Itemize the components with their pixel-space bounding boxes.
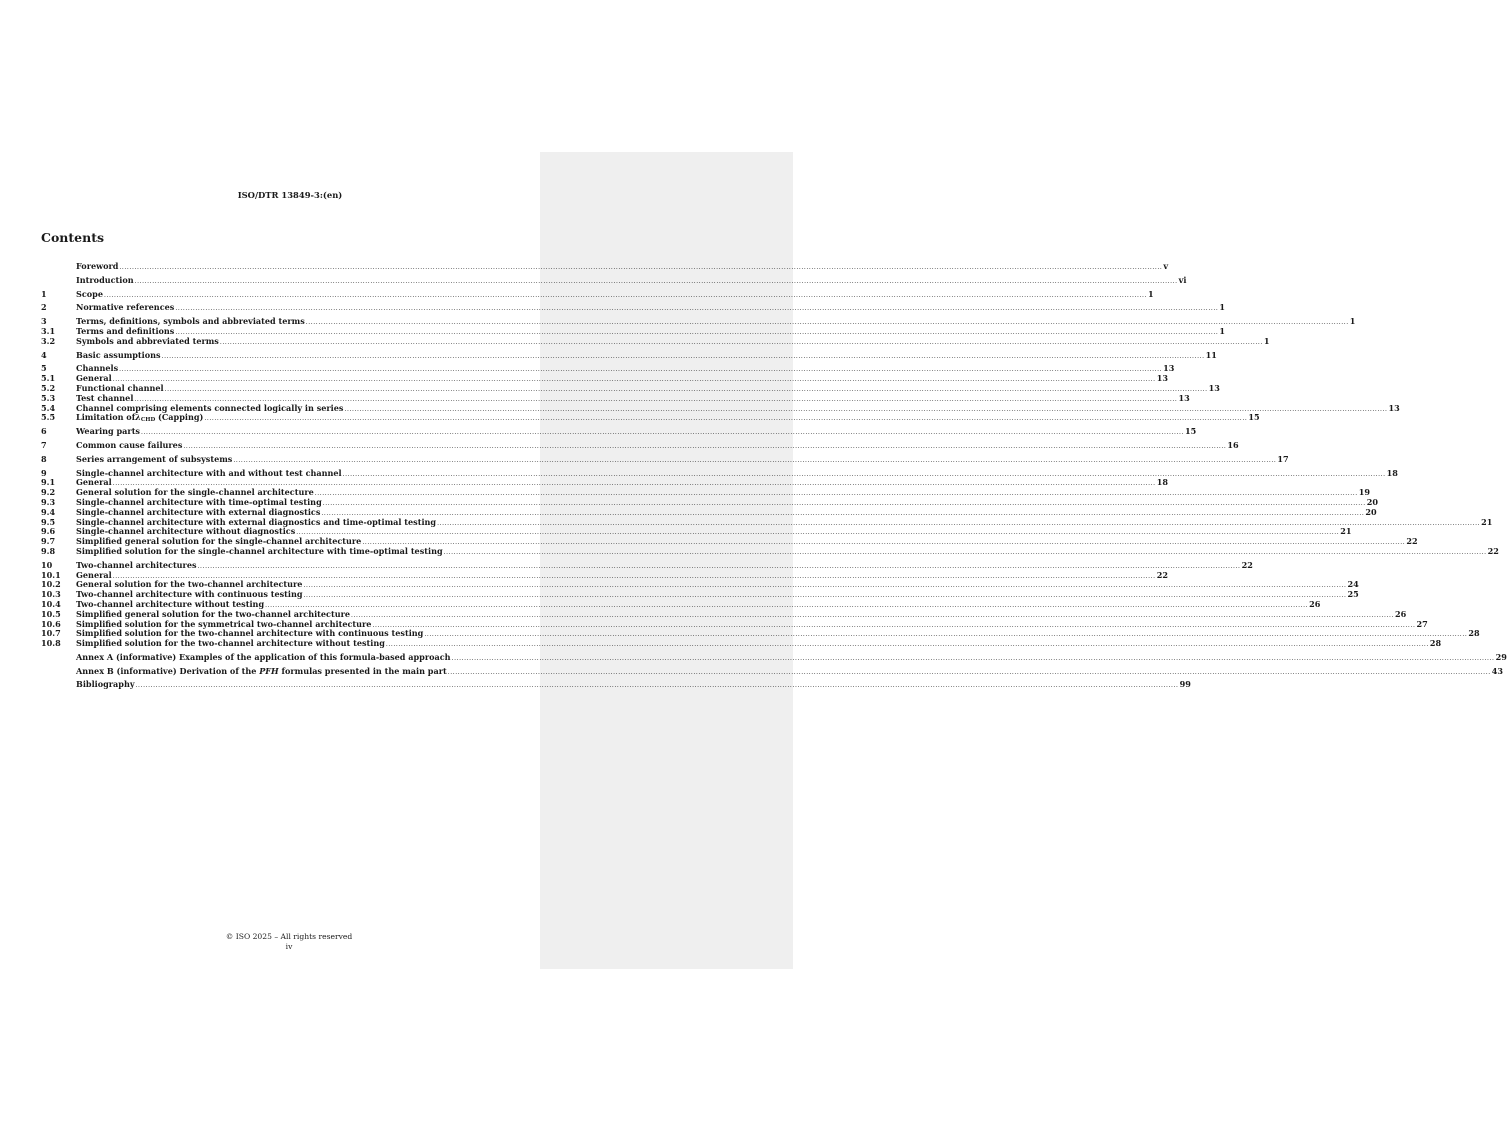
toc-entry-page-number: v — [1163, 261, 1169, 271]
toc-entry[interactable] — [41, 638, 1442, 649]
toc-group — [41, 453, 1289, 465]
dot-leader — [343, 470, 1386, 480]
toc-entry-page-number: 43 — [1491, 665, 1503, 676]
dot-leader — [351, 611, 1394, 621]
toc-entry-title — [76, 303, 174, 313]
dot-leader — [204, 414, 1247, 424]
toc-entry-italic-symbol: λ — [135, 412, 141, 423]
toc-entry-number: 3 — [41, 316, 47, 327]
copyright-notice: © ISO 2025 – All rights reserved — [225, 932, 353, 941]
dot-leader — [386, 640, 1429, 650]
toc-entry-title — [76, 653, 451, 663]
toc-entry-page-number: vi — [1178, 274, 1187, 285]
toc-entry-number: 2 — [41, 302, 47, 313]
toc-entry-title-text: Annex B (informative) Derivation of the — [76, 665, 260, 676]
toc-entry-title-text: Single-channel architecture with external diagnostics and time-optimal testing — [76, 516, 437, 527]
toc-entry-number: 10.7 — [41, 628, 61, 639]
toc-entry-page-number: 26 — [1309, 598, 1321, 609]
toc-entry[interactable] — [41, 679, 1191, 690]
toc-entry-number: 10.3 — [41, 589, 61, 600]
toc-entry[interactable] — [41, 439, 1239, 451]
toc-entry-page-number: 21 — [1481, 516, 1493, 527]
dot-leader — [183, 442, 1226, 452]
toc-entry-title-text: formulas presented in the main part — [278, 665, 447, 676]
toc-entry-title-text: Simplified general solution for the single-channel architecture — [76, 536, 362, 547]
toc-group — [41, 559, 1480, 649]
toc-entry-title — [76, 276, 134, 286]
toc-group — [41, 651, 1507, 663]
dot-leader — [265, 601, 1308, 611]
toc-entry-title-text: (Capping) — [155, 412, 204, 423]
toc-entry-title-text: Common cause failures — [76, 439, 183, 450]
toc-entry-number: 9.5 — [41, 516, 56, 527]
toc-entry-title-text: General solution for the single-channel architecture — [76, 487, 314, 498]
toc-entry-number: 1 — [41, 288, 47, 299]
toc-entry-page-number: 28 — [1429, 638, 1442, 649]
toc-entry-number: 10.5 — [41, 608, 61, 619]
toc-entry-page-number: 13 — [1163, 363, 1175, 374]
toc-entry-number: 10 — [41, 559, 53, 570]
dot-leader — [321, 509, 1364, 519]
toc-entry-page-number: 13 — [1208, 382, 1220, 393]
toc-entry-title-text: Test channel — [76, 392, 134, 403]
page-footer — [0, 932, 578, 952]
toc-entry-title-text: Simplified solution for the two-channel architecture with continuous testing — [76, 628, 424, 639]
toc-entry-subscript: CHD — [140, 417, 156, 424]
toc-entry-title-text: Foreword — [76, 261, 119, 271]
toc-entry-page-number: 1 — [1349, 316, 1356, 327]
toc-entry-page-number: 11 — [1205, 349, 1217, 360]
toc-entry-page-number: 1 — [1219, 302, 1225, 313]
toc-entry-title-text: Simplified solution for the symmetrical two-channel architecture — [76, 618, 372, 629]
toc-entry-page-number: 24 — [1347, 579, 1359, 590]
dot-leader — [306, 318, 1349, 328]
dot-leader — [135, 277, 1178, 287]
dot-leader — [424, 630, 1467, 640]
toc-entry-title — [76, 413, 203, 426]
dot-leader — [448, 668, 1491, 678]
toc-entry[interactable] — [41, 426, 1197, 437]
toc-entry-page-number: 20 — [1365, 506, 1377, 517]
dot-leader — [119, 365, 1162, 375]
toc-entry-page-number: 29 — [1495, 651, 1507, 662]
toc-entry[interactable] — [41, 665, 1503, 677]
dot-leader — [303, 581, 1346, 591]
toc-entry-number: 9.3 — [41, 496, 56, 507]
toc-entry-title-text: Basic assumptions — [76, 349, 161, 360]
toc-entry-number: 4 — [41, 349, 47, 360]
dot-leader — [323, 499, 1366, 509]
dot-leader — [452, 654, 1495, 664]
dot-leader — [437, 519, 1480, 529]
dot-leader — [113, 375, 1156, 385]
toc-entry[interactable] — [41, 412, 1260, 424]
toc-entry-title-text: Two-channel architecture without testing — [76, 598, 265, 609]
toc-entry-number: 9.6 — [41, 526, 56, 537]
toc-entry[interactable] — [41, 651, 1507, 663]
toc-entry-title — [76, 427, 140, 437]
toc-group — [41, 349, 1217, 361]
toc-entry-number: 5.1 — [41, 373, 56, 384]
toc-entry-page-number: 25 — [1347, 589, 1359, 600]
toc-entry-number: 9 — [41, 467, 47, 478]
toc-entry-title-text: Simplified solution for the two-channel architecture without testing — [76, 638, 385, 649]
toc-group — [41, 316, 1356, 346]
toc-entry-number: 10.2 — [41, 579, 61, 590]
toc-entry-number: 9.8 — [41, 545, 56, 556]
toc-entry-number: 3.1 — [41, 325, 56, 336]
toc-entry[interactable] — [41, 274, 1187, 286]
toc-entry-title-text: Simplified general solution for the two-channel architecture — [76, 608, 351, 619]
toc-entry-page-number: 17 — [1277, 453, 1289, 464]
toc-entry[interactable] — [41, 349, 1217, 361]
toc-entry-number: 5.5 — [41, 412, 56, 423]
toc-entry-title — [76, 262, 118, 272]
dot-leader — [198, 562, 1241, 572]
dot-leader — [165, 385, 1208, 395]
dot-leader — [104, 291, 1147, 301]
toc-entry-number: 9.7 — [41, 536, 56, 547]
toc-entry-title — [76, 469, 342, 479]
toc-entry-title-text: General — [76, 569, 112, 580]
toc-entry-title-text: Channels — [76, 363, 119, 374]
toc-entry-page-number: 15 — [1185, 426, 1197, 437]
toc-entry-title-text: Terms, definitions, symbols and abbreviated terms — [76, 316, 305, 327]
toc-entry-page-number: 13 — [1388, 402, 1400, 413]
toc-entry-title-text: Single-channel architecture without diagnostics — [76, 526, 296, 537]
toc-entry-page-number: 22 — [1156, 569, 1168, 580]
toc-entry-page-number: 21 — [1340, 526, 1352, 537]
toc-entry[interactable] — [41, 453, 1289, 465]
toc-entry-number: 10.1 — [41, 569, 61, 580]
toc-entry-page-number: 13 — [1178, 392, 1190, 403]
toc-group — [41, 665, 1503, 677]
toc-entry-title-text: Simplified solution for the single-channel architecture with time-optimal testing — [76, 545, 443, 556]
toc-entry-number: 6 — [41, 426, 47, 437]
dot-leader — [141, 428, 1184, 438]
toc-entry-title — [76, 455, 232, 465]
toc-entry-title-text: Bibliography — [76, 679, 135, 690]
toc-group — [41, 467, 1499, 557]
toc-group — [41, 679, 1191, 690]
toc-group — [41, 274, 1187, 286]
document-id-header: ISO/DTR 13849-3:(en) — [237, 190, 343, 200]
toc-entry-page-number: 99 — [1179, 679, 1191, 690]
toc-entry-title-text: Single-channel architecture with external diagnostics — [76, 506, 321, 517]
toc-entry-title-text: Two-channel architecture with continuous testing — [76, 589, 303, 600]
toc-entry-title-text: Limitation of — [76, 412, 136, 423]
dot-leader — [175, 304, 1218, 314]
dot-leader — [220, 338, 1263, 348]
toc-group — [41, 261, 1169, 272]
dot-leader — [362, 538, 1405, 548]
toc-entry-page-number: 20 — [1366, 496, 1379, 507]
toc-entry-page-number: 16 — [1227, 439, 1239, 450]
toc-entry-title-text: Symbols and abbreviated terms — [76, 335, 219, 346]
toc-entry-title-text: Terms and definitions — [76, 325, 175, 336]
toc-entry-number: 10.6 — [41, 618, 61, 629]
toc-entry-title-text: Channel comprising elements connected logically in series — [76, 402, 344, 413]
toc-entry-page-number: 18 — [1156, 477, 1168, 488]
toc-entry-page-number: 15 — [1248, 412, 1260, 423]
toc-entry-number: 8 — [41, 453, 47, 464]
toc-entry-number: 5.4 — [41, 402, 56, 413]
dot-leader — [315, 489, 1358, 499]
dot-leader — [344, 405, 1387, 415]
dot-leader — [296, 528, 1339, 538]
contents-heading: Contents — [41, 230, 105, 245]
dot-leader — [162, 352, 1205, 362]
toc-entry-number: 9.2 — [41, 487, 56, 498]
toc-entry-page-number: 19 — [1358, 487, 1371, 498]
dot-leader — [444, 548, 1487, 558]
toc-entry-page-number: 13 — [1156, 373, 1168, 384]
toc-entry-title-text: Functional channel — [76, 382, 164, 393]
toc-entry-number: 5.2 — [41, 382, 56, 393]
toc-entry-page-number: 1 — [1263, 335, 1270, 346]
toc-entry-title — [76, 351, 161, 361]
toc-entry-title-text: Single-channel architecture with time-optimal testing — [76, 496, 322, 507]
toc-entry[interactable] — [41, 261, 1169, 272]
toc-entry-number: 7 — [41, 439, 47, 450]
toc-group — [41, 302, 1225, 313]
dot-leader — [119, 263, 1162, 273]
toc-entry-title-text: Annex A (informative) Examples of the application of this formula-based approach — [76, 651, 451, 662]
toc-entry-title-text: Scope — [76, 288, 103, 299]
toc-group — [41, 288, 1154, 300]
toc-entry-title — [76, 290, 103, 300]
toc-group — [41, 426, 1197, 437]
toc-entry-number: 10.8 — [41, 638, 61, 649]
comment-pane — [540, 152, 793, 969]
toc-entry-number: 5.3 — [41, 392, 56, 403]
toc-entry[interactable] — [41, 363, 1175, 374]
toc-entry-number: 3.2 — [41, 335, 56, 346]
toc-entry-page-number: 22 — [1406, 536, 1418, 547]
toc-entry-italic-symbol: PFH — [259, 665, 279, 676]
toc-entry-page-number: 1 — [1219, 325, 1226, 336]
toc-entry-title — [76, 441, 182, 451]
toc-entry-page-number: 28 — [1468, 628, 1480, 639]
dot-leader — [304, 591, 1347, 601]
toc-entry-number: 10.4 — [41, 598, 61, 609]
toc-entry-title-text: Normative references — [76, 302, 175, 313]
toc-entry-number: 5 — [41, 363, 47, 374]
table-of-contents — [41, 261, 1507, 694]
toc-entry-title-text: General — [76, 477, 112, 488]
toc-entry[interactable] — [41, 467, 1398, 479]
page-number: iv — [285, 942, 293, 951]
toc-group — [41, 439, 1239, 451]
toc-entry-title — [76, 680, 135, 690]
toc-entry-number: 9.4 — [41, 506, 56, 517]
toc-entry-page-number: 18 — [1386, 467, 1398, 478]
toc-entry-title-text: General solution for the two-channel architecture — [76, 579, 303, 590]
toc-entry-title — [76, 547, 443, 557]
toc-entry-page-number: 22 — [1487, 545, 1499, 556]
toc-entry-title — [76, 667, 447, 677]
toc-entry-title-text: Introduction — [76, 274, 134, 285]
toc-entry[interactable] — [41, 335, 1270, 347]
toc-entry-page-number: 26 — [1395, 608, 1407, 619]
dot-leader — [233, 456, 1276, 466]
toc-entry-title — [76, 337, 219, 347]
toc-entry[interactable] — [41, 559, 1253, 571]
toc-entry-page-number: 27 — [1416, 618, 1428, 629]
toc-entry-title-text: Series arrangement of subsystems — [76, 453, 233, 464]
toc-entry[interactable] — [41, 545, 1499, 557]
toc-entry-number: 9.1 — [41, 477, 56, 488]
toc-entry-page-number: 1 — [1148, 288, 1154, 299]
dot-leader — [372, 621, 1415, 631]
toc-group — [41, 363, 1400, 424]
toc-entry-title-text: General — [76, 373, 112, 384]
toc-entry-title-text: Single-channel architecture with and without test channel — [76, 467, 342, 478]
toc-entry-title-text: Wearing parts — [76, 426, 140, 437]
toc-entry[interactable] — [41, 288, 1154, 300]
dot-leader — [175, 328, 1218, 338]
dot-leader — [136, 681, 1179, 691]
toc-entry-title — [76, 639, 385, 649]
toc-entry-page-number: 22 — [1241, 559, 1253, 570]
toc-entry-title-text: Two-channel architectures — [76, 559, 197, 570]
toc-entry[interactable] — [41, 302, 1225, 313]
